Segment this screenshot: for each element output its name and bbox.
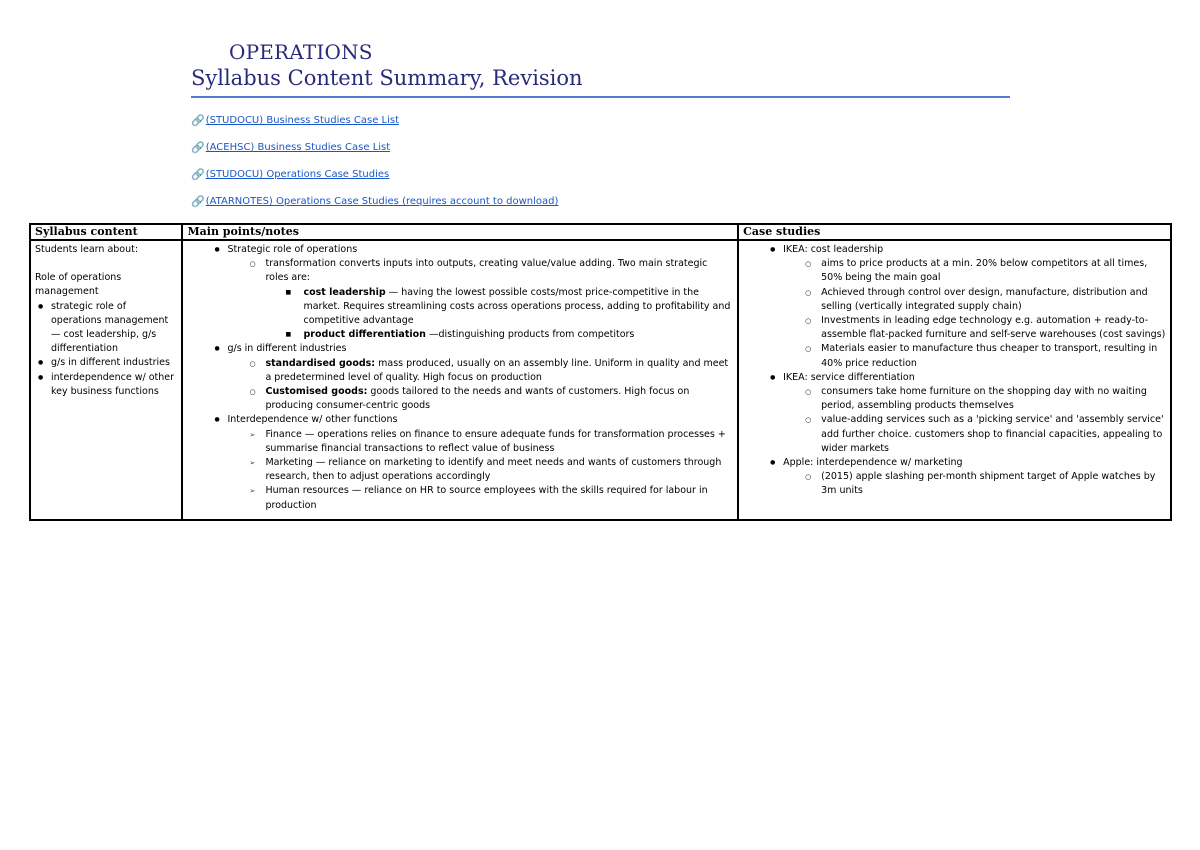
notes-cell <box>182 240 738 520</box>
header-syllabus-content: Syllabus content <box>30 224 182 240</box>
term-bold: cost leadership <box>303 286 386 298</box>
strategic-role-label: Strategic role of operations <box>227 244 358 255</box>
list-item: ➢ Human resources — reliance on HR to source employees with the skills required for labour in production <box>227 484 733 512</box>
list-item: ● interdependence w/ other key business functions <box>35 371 177 399</box>
syllabus-cell <box>30 240 182 520</box>
term-bold: product differentiation <box>303 329 426 341</box>
list-item <box>265 328 733 342</box>
list-item: ○ Investments in leading edge technology e.g. automation + ready-to-assemble flat-packed furniture and self-serve warehouses (cost savings) <box>783 314 1166 342</box>
ikea-service-label: IKEA: service differentiation <box>783 371 915 383</box>
list-item: ○ (2015) apple slashing per-month shipment target of Apple watches by 3m units <box>783 470 1166 498</box>
syllabus-table <box>29 223 1172 521</box>
list-item <box>187 413 733 512</box>
link-icon: 🔗 <box>191 195 205 208</box>
transformation-note: transformation converts inputs into outputs, creating value/value adding. Two main strategic roles are: <box>265 258 708 284</box>
studocu-operations-case-link[interactable]: (STUDOCU) Operations Case Studies <box>205 169 390 180</box>
list-item <box>227 257 733 342</box>
list-item <box>743 371 1166 456</box>
table-header-row <box>30 224 1171 240</box>
link-icon: 🔗 <box>191 114 205 127</box>
cases-cell <box>738 240 1171 520</box>
list-item: ○ Materials easier to manufacture thus cheaper to transport, resulting in 40% price reduction <box>783 342 1166 370</box>
acehsc-business-case-link[interactable]: (ACEHSC) Business Studies Case List <box>205 142 391 153</box>
list-item: ● g/s in different industries <box>35 356 177 370</box>
list-item: ○ aims to price products at a min. 20% below competitors at all times, 50% being the main goal <box>783 257 1166 285</box>
case-links-list <box>191 114 558 222</box>
list-item <box>227 357 733 385</box>
syllabus-heading: Role of operations management <box>35 272 122 298</box>
atarnotes-operations-case-link[interactable]: (ATARNOTES) Operations Case Studies (requires account to download) <box>205 196 559 207</box>
list-item <box>187 243 733 342</box>
term-text: —distinguishing products from competitors <box>425 329 635 341</box>
link-item[interactable] <box>191 114 558 141</box>
document-title: Syllabus Content Summary, Revision <box>191 66 583 90</box>
term-bold: Customised goods: <box>265 386 368 398</box>
studocu-business-case-link[interactable]: (STUDOCU) Business Studies Case List <box>205 115 400 126</box>
link-item[interactable] <box>191 168 558 195</box>
link-item[interactable] <box>191 141 558 168</box>
list-item: ○ consumers take home furniture on the shopping day with no waiting period, assembling products themselves <box>783 385 1166 413</box>
list-item <box>227 385 733 413</box>
title-divider <box>191 96 1010 98</box>
syllabus-intro: Students learn about: <box>35 244 139 255</box>
link-icon: 🔗 <box>191 141 205 154</box>
list-item <box>743 456 1166 499</box>
link-item[interactable] <box>191 195 558 222</box>
list-item: ➢ Finance — operations relies on finance to ensure adequate funds for transformation processes + summarise financial transactions to reflect value of business <box>227 428 733 456</box>
list-item: ● strategic role of operations management — cost leadership, g/s differentiation <box>35 300 177 357</box>
term-bold: standardised goods: <box>265 357 376 369</box>
industries-label: g/s in different industries <box>227 343 347 355</box>
list-item: ○ value-adding services such as a 'picking service' and 'assembly service' add further choice. customers shop to financial capacities, appealing to wider markets <box>783 413 1166 456</box>
term-text: goods tailored to the needs and wants of customers. High focus on producing consumer-centric goods <box>265 386 690 412</box>
list-item <box>265 286 733 329</box>
apple-marketing-label: Apple: interdependence w/ marketing <box>783 457 963 469</box>
link-icon: 🔗 <box>191 168 205 181</box>
list-item <box>743 243 1166 371</box>
table-row <box>30 240 1171 520</box>
interdependence-label: Interdependence w/ other functions <box>227 414 398 426</box>
list-item <box>187 342 733 413</box>
ikea-cost-label: IKEA: cost leadership <box>783 244 884 255</box>
term-text: — having the lowest possible costs/most price-competitive in the market. Requires streamlining costs across operations process, adding to profitability and competitive advantage <box>303 286 731 327</box>
list-item: ○ Achieved through control over design, manufacture, distribution and selling (vertically integrated supply chain) <box>783 286 1166 314</box>
header-main-points: Main points/notes <box>182 224 738 240</box>
term-text: mass produced, usually on an assembly line. Uniform in quality and meet a predetermined level of quality. High focus on production <box>265 357 729 383</box>
header-case-studies: Case studies <box>738 224 1171 240</box>
list-item: ➢ Marketing — reliance on marketing to identify and meet needs and wants of customers through research, then to adjust operations accordingly <box>227 456 733 484</box>
document-subject: OPERATIONS <box>229 40 373 64</box>
